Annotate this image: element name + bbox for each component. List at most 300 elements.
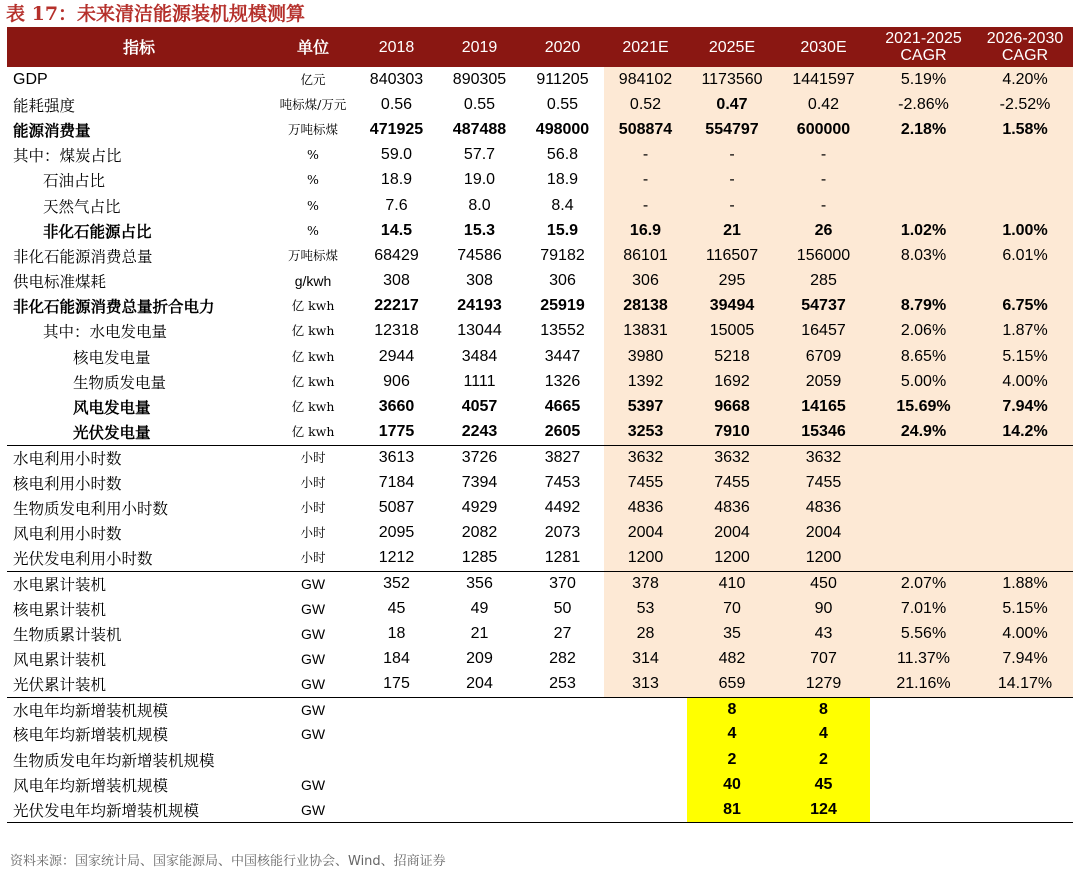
value-cell: 0.55 xyxy=(463,95,496,113)
value-cell xyxy=(870,546,977,571)
value-cell: 13831 xyxy=(604,319,687,344)
value-cell: 1285 xyxy=(461,549,498,567)
value-cell: 2059 xyxy=(777,369,870,394)
value-cell xyxy=(977,193,1073,218)
value-cell xyxy=(977,269,1073,294)
value-cell: 0.56 xyxy=(380,95,413,113)
value-cell: 43 xyxy=(777,621,870,646)
row-label: GDP xyxy=(13,70,48,88)
value-cell: - xyxy=(687,168,777,193)
value-cell: 306 xyxy=(549,272,576,290)
value-cell: 21.16% xyxy=(870,672,977,697)
value-cell: 2.18% xyxy=(870,117,977,142)
value-cell: 5.19% xyxy=(870,67,977,92)
row-unit: 吨标煤/万元 xyxy=(279,96,347,112)
row-label: 非化石能源占比 xyxy=(43,221,152,241)
value-cell: - xyxy=(687,143,777,168)
value-cell: 3660 xyxy=(378,398,415,416)
value-cell: 253 xyxy=(549,675,576,693)
header-cell: 单位 xyxy=(271,27,355,67)
table-title: 表 17：未来清洁能源装机规模测算 xyxy=(6,3,306,25)
value-cell: 285 xyxy=(777,269,870,294)
value-cell xyxy=(870,772,977,797)
value-cell xyxy=(438,697,521,722)
value-cell: 659 xyxy=(687,672,777,697)
value-cell: 356 xyxy=(438,571,521,596)
value-cell: 2.07% xyxy=(870,571,977,596)
value-cell xyxy=(438,772,521,797)
value-cell: 8 xyxy=(687,697,777,722)
value-cell: 370 xyxy=(521,571,604,596)
row-label: 光伏发电年均新增装机规模 xyxy=(7,797,271,822)
source-note: 资料来源：国家统计局、国家能源局、中国核能行业协会、Wind、招商证券 xyxy=(10,854,446,869)
value-cell xyxy=(355,747,438,772)
value-cell: 19.0 xyxy=(463,171,496,189)
value-cell: 1775 xyxy=(378,423,415,441)
value-cell: 471925 xyxy=(369,120,424,138)
row-label: 生物质发电利用小时数 xyxy=(13,499,169,518)
value-cell xyxy=(870,470,977,495)
value-cell: 18 xyxy=(387,624,406,642)
value-cell xyxy=(604,797,687,822)
value-cell: 1200 xyxy=(604,546,687,571)
row-unit: 亿 kwh xyxy=(291,298,335,314)
value-cell: 4929 xyxy=(461,498,498,516)
value-cell: 56.8 xyxy=(546,146,579,164)
row-label: 能耗强度 xyxy=(13,96,76,115)
header-cell: 2018 xyxy=(355,27,438,67)
value-cell: 2.06% xyxy=(870,319,977,344)
row-label: 光伏累计装机 xyxy=(13,676,107,695)
header-cell: 2021E xyxy=(604,27,687,67)
value-cell xyxy=(521,747,604,772)
value-cell xyxy=(870,520,977,545)
row-label: 风电发电量 xyxy=(73,398,151,418)
value-cell: 8.0 xyxy=(468,196,491,214)
value-cell xyxy=(977,520,1073,545)
row-label: 生物质发电年均新增装机规模 xyxy=(13,751,215,770)
value-cell: 59.0 xyxy=(380,146,413,164)
value-cell: 1281 xyxy=(544,549,581,567)
value-cell: 209 xyxy=(466,649,493,667)
value-cell: 2004 xyxy=(604,520,687,545)
value-cell xyxy=(438,797,521,822)
row-label: 天然气占比 xyxy=(43,197,121,216)
row-label: 能源消费量 xyxy=(13,120,91,140)
value-cell: 1692 xyxy=(687,369,777,394)
value-cell: 1173560 xyxy=(687,67,777,92)
value-cell: 4 xyxy=(777,722,870,747)
row-label: 光伏发电量 xyxy=(73,423,151,443)
value-cell: 0.55 xyxy=(546,95,579,113)
value-cell: 90 xyxy=(777,596,870,621)
value-cell: 57.7 xyxy=(463,146,496,164)
value-cell: 1200 xyxy=(777,546,870,571)
value-cell: -2.86% xyxy=(870,92,977,117)
value-cell: 2082 xyxy=(461,523,498,541)
value-cell: 13552 xyxy=(540,322,585,340)
value-cell xyxy=(870,445,977,470)
value-cell: - xyxy=(777,143,870,168)
value-cell: 7453 xyxy=(544,473,581,491)
value-cell: 8 xyxy=(777,697,870,722)
value-cell: 11.37% xyxy=(870,646,977,671)
header-cell: 指标 xyxy=(7,27,271,67)
value-cell: 1279 xyxy=(777,672,870,697)
value-cell: 2 xyxy=(687,747,777,772)
value-cell: 906 xyxy=(383,372,410,390)
value-cell: 482 xyxy=(687,646,777,671)
value-cell: 15.9 xyxy=(546,221,579,239)
header-cell: 2030E xyxy=(777,27,870,67)
value-cell: 1200 xyxy=(687,546,777,571)
value-cell: 1.02% xyxy=(870,218,977,243)
value-cell: -2.52% xyxy=(977,92,1073,117)
row-unit: 小时 xyxy=(300,550,326,566)
value-cell: 25919 xyxy=(540,297,585,315)
value-cell: 124 xyxy=(777,797,870,822)
value-cell: 14.17% xyxy=(977,672,1073,697)
value-cell xyxy=(870,495,977,520)
value-cell xyxy=(870,143,977,168)
value-cell: 21 xyxy=(687,218,777,243)
value-cell: 49 xyxy=(470,599,489,617)
row-label: 核电发电量 xyxy=(73,348,151,367)
value-cell: 3253 xyxy=(604,420,687,445)
value-cell xyxy=(604,697,687,722)
value-cell xyxy=(870,269,977,294)
value-cell: 2243 xyxy=(461,423,498,441)
value-cell: 6709 xyxy=(777,344,870,369)
value-cell: 7184 xyxy=(378,473,415,491)
value-cell: 5.15% xyxy=(977,344,1073,369)
row-unit: 小时 xyxy=(300,474,326,490)
value-cell: 54737 xyxy=(777,294,870,319)
row-label: 水电累计装机 xyxy=(7,571,271,596)
value-cell: 8.03% xyxy=(870,243,977,268)
value-cell: 4665 xyxy=(544,398,581,416)
value-cell: 308 xyxy=(383,272,410,290)
row-unit: 小时 xyxy=(300,524,326,540)
value-cell: 508874 xyxy=(604,117,687,142)
row-unit xyxy=(271,747,355,772)
value-cell: 4836 xyxy=(604,495,687,520)
value-cell: 116507 xyxy=(687,243,777,268)
value-cell: 5087 xyxy=(378,498,415,516)
value-cell: 1.88% xyxy=(977,571,1073,596)
value-cell: 15.3 xyxy=(463,221,496,239)
value-cell: - xyxy=(604,193,687,218)
value-cell: 9668 xyxy=(687,394,777,419)
value-cell: 18.9 xyxy=(546,171,579,189)
row-label: 光伏发电利用小时数 xyxy=(13,550,153,569)
row-unit: 小时 xyxy=(300,499,326,515)
value-cell: 6.75% xyxy=(977,294,1073,319)
value-cell: 8.65% xyxy=(870,344,977,369)
value-cell: 5218 xyxy=(687,344,777,369)
value-cell: 3726 xyxy=(438,445,521,470)
row-unit: GW xyxy=(300,726,326,743)
row-label: 风电累计装机 xyxy=(13,650,107,669)
value-cell: 27 xyxy=(553,624,572,642)
value-cell: 7.94% xyxy=(977,646,1073,671)
row-label: 其中：水电发电量 xyxy=(43,323,168,342)
value-cell: 16457 xyxy=(777,319,870,344)
value-cell: 1.00% xyxy=(977,218,1073,243)
value-cell xyxy=(521,697,604,722)
value-cell xyxy=(355,772,438,797)
value-cell: 498000 xyxy=(535,120,590,138)
row-unit: 小时 xyxy=(271,445,355,470)
value-cell xyxy=(870,722,977,747)
row-unit: GW xyxy=(300,776,326,793)
value-cell: 0.42 xyxy=(777,92,870,117)
value-cell xyxy=(870,697,977,722)
value-cell: 156000 xyxy=(777,243,870,268)
value-cell xyxy=(977,546,1073,571)
row-unit: GW xyxy=(300,600,326,617)
row-unit: GW xyxy=(271,797,355,822)
value-cell: 1111 xyxy=(463,372,496,390)
value-cell: 3980 xyxy=(604,344,687,369)
value-cell: 6.01% xyxy=(977,243,1073,268)
value-cell xyxy=(438,747,521,772)
value-cell: 16.9 xyxy=(604,218,687,243)
value-cell xyxy=(977,143,1073,168)
value-cell: 7.6 xyxy=(385,196,408,214)
row-unit: % xyxy=(307,147,319,163)
value-cell: 3447 xyxy=(544,347,581,365)
value-cell: 12318 xyxy=(374,322,419,340)
value-cell: 14.5 xyxy=(380,221,413,239)
value-cell: 7455 xyxy=(687,470,777,495)
value-cell: 5.15% xyxy=(977,596,1073,621)
value-cell xyxy=(521,772,604,797)
value-cell: 984102 xyxy=(604,67,687,92)
row-unit: GW xyxy=(271,571,355,596)
value-cell: 1441597 xyxy=(777,67,870,92)
row-label: 水电年均新增装机规模 xyxy=(7,697,271,722)
row-label: 核电累计装机 xyxy=(13,600,107,619)
row-unit: 万吨标煤 xyxy=(287,247,338,263)
row-label: 其中：煤炭占比 xyxy=(13,147,122,166)
value-cell xyxy=(977,445,1073,470)
value-cell: 81 xyxy=(687,797,777,822)
value-cell xyxy=(870,797,977,822)
row-unit: GW xyxy=(300,625,326,642)
value-cell: 378 xyxy=(604,571,687,596)
value-cell: - xyxy=(687,193,777,218)
value-cell: 175 xyxy=(383,675,410,693)
value-cell: 890305 xyxy=(452,70,507,88)
value-cell: 74586 xyxy=(457,246,502,264)
value-cell: 5397 xyxy=(604,394,687,419)
value-cell: 554797 xyxy=(687,117,777,142)
value-cell: 1.87% xyxy=(977,319,1073,344)
value-cell: 14165 xyxy=(777,394,870,419)
header-cell: 2019 xyxy=(438,27,521,67)
row-label: 生物质累计装机 xyxy=(13,625,122,644)
row-unit: % xyxy=(307,197,319,213)
value-cell xyxy=(604,747,687,772)
value-cell: 2004 xyxy=(777,520,870,545)
value-cell: 18.9 xyxy=(380,171,413,189)
value-cell: 2605 xyxy=(544,423,581,441)
value-cell: 3632 xyxy=(777,445,870,470)
row-label: 非化石能源消费总量 xyxy=(13,247,153,266)
value-cell: 2944 xyxy=(378,347,415,365)
value-cell: 3613 xyxy=(355,445,438,470)
value-cell: 8.4 xyxy=(551,196,574,214)
value-cell: 15005 xyxy=(687,319,777,344)
row-label: 风电利用小时数 xyxy=(13,524,122,543)
value-cell xyxy=(977,797,1073,822)
value-cell: 1392 xyxy=(604,369,687,394)
row-unit: % xyxy=(307,172,319,188)
value-cell: 306 xyxy=(604,269,687,294)
row-unit: GW xyxy=(271,697,355,722)
value-cell: 2095 xyxy=(378,523,415,541)
row-unit: GW xyxy=(300,650,326,667)
row-label: 石油占比 xyxy=(43,172,106,191)
value-cell: 295 xyxy=(687,269,777,294)
value-cell: - xyxy=(777,193,870,218)
row-unit: 亿元 xyxy=(300,71,326,87)
value-cell: 3827 xyxy=(521,445,604,470)
value-cell: 314 xyxy=(604,646,687,671)
value-cell: 4836 xyxy=(687,495,777,520)
row-unit: % xyxy=(307,222,319,238)
value-cell: 28138 xyxy=(604,294,687,319)
value-cell xyxy=(870,193,977,218)
value-cell: 15346 xyxy=(777,420,870,445)
value-cell: 204 xyxy=(466,675,493,693)
row-label: 核电年均新增装机规模 xyxy=(13,726,169,745)
value-cell: 5.56% xyxy=(870,621,977,646)
header-cell: 2025E xyxy=(687,27,777,67)
value-cell: 282 xyxy=(549,649,576,667)
value-cell: 7455 xyxy=(777,470,870,495)
value-cell: 45 xyxy=(387,599,406,617)
header-cell: 2020 xyxy=(521,27,604,67)
value-cell: 7.01% xyxy=(870,596,977,621)
value-cell: 15.69% xyxy=(870,394,977,419)
value-cell: 2004 xyxy=(687,520,777,545)
value-cell: 35 xyxy=(687,621,777,646)
value-cell: 8.79% xyxy=(870,294,977,319)
value-cell: 24.9% xyxy=(870,420,977,445)
value-cell: 410 xyxy=(687,571,777,596)
value-cell xyxy=(977,470,1073,495)
value-cell: 4.00% xyxy=(977,369,1073,394)
value-cell xyxy=(355,797,438,822)
value-cell: 26 xyxy=(777,218,870,243)
value-cell xyxy=(604,772,687,797)
row-unit: 亿 kwh xyxy=(291,399,335,415)
value-cell: 3632 xyxy=(687,445,777,470)
row-unit: 亿 kwh xyxy=(291,323,335,339)
row-unit: g/kwh xyxy=(294,273,332,290)
value-cell: 28 xyxy=(604,621,687,646)
value-cell: 4492 xyxy=(544,498,581,516)
value-cell: - xyxy=(604,143,687,168)
value-cell: 5.00% xyxy=(870,369,977,394)
value-cell: 4.20% xyxy=(977,67,1073,92)
value-cell: 911205 xyxy=(536,70,589,88)
value-cell: 1326 xyxy=(544,372,581,390)
value-cell: 4836 xyxy=(777,495,870,520)
value-cell: 68429 xyxy=(374,246,419,264)
value-cell xyxy=(977,722,1073,747)
value-cell xyxy=(977,697,1073,722)
value-cell xyxy=(977,495,1073,520)
value-cell xyxy=(355,697,438,722)
value-cell: 86101 xyxy=(604,243,687,268)
value-cell: 4.00% xyxy=(977,621,1073,646)
value-cell: 40 xyxy=(687,772,777,797)
value-cell xyxy=(438,722,521,747)
row-label: 风电年均新增装机规模 xyxy=(13,776,169,795)
value-cell: 13044 xyxy=(457,322,502,340)
value-cell: 21 xyxy=(470,624,489,642)
value-cell: 600000 xyxy=(777,117,870,142)
value-cell xyxy=(977,747,1073,772)
value-cell: 45 xyxy=(777,772,870,797)
row-label: 核电利用小时数 xyxy=(13,474,122,493)
value-cell xyxy=(870,168,977,193)
value-cell xyxy=(355,722,438,747)
row-unit: 亿 kwh xyxy=(291,348,335,364)
value-cell: 313 xyxy=(604,672,687,697)
value-cell: 7910 xyxy=(687,420,777,445)
value-cell: 22217 xyxy=(374,297,419,315)
row-unit: 亿 kwh xyxy=(291,424,335,440)
value-cell: 24193 xyxy=(457,297,502,315)
value-cell: 4 xyxy=(687,722,777,747)
value-cell xyxy=(977,772,1073,797)
value-cell: 308 xyxy=(466,272,493,290)
value-cell: 0.52 xyxy=(604,92,687,117)
value-cell xyxy=(521,722,604,747)
value-cell: 352 xyxy=(355,571,438,596)
value-cell: 14.2% xyxy=(977,420,1073,445)
row-unit: 亿 kwh xyxy=(291,373,335,389)
value-cell: 2073 xyxy=(544,523,581,541)
row-unit: 万吨标煤 xyxy=(287,121,338,137)
value-cell: 707 xyxy=(777,646,870,671)
value-cell: 1.58% xyxy=(977,117,1073,142)
value-cell: 840303 xyxy=(369,70,424,88)
value-cell: 450 xyxy=(777,571,870,596)
value-cell: 79182 xyxy=(540,246,585,264)
row-label: 水电利用小时数 xyxy=(7,445,271,470)
value-cell: 0.47 xyxy=(687,92,777,117)
row-unit: GW xyxy=(300,676,326,693)
value-cell: 7455 xyxy=(604,470,687,495)
value-cell: 50 xyxy=(553,599,572,617)
value-cell: 1212 xyxy=(378,549,415,567)
value-cell: 70 xyxy=(687,596,777,621)
row-label: 生物质发电量 xyxy=(73,373,167,392)
value-cell xyxy=(521,797,604,822)
data-table xyxy=(7,27,1073,823)
value-cell: 53 xyxy=(604,596,687,621)
value-cell: - xyxy=(604,168,687,193)
value-cell: 3484 xyxy=(461,347,498,365)
value-cell: 7394 xyxy=(461,473,498,491)
value-cell xyxy=(977,168,1073,193)
value-cell: - xyxy=(777,168,870,193)
